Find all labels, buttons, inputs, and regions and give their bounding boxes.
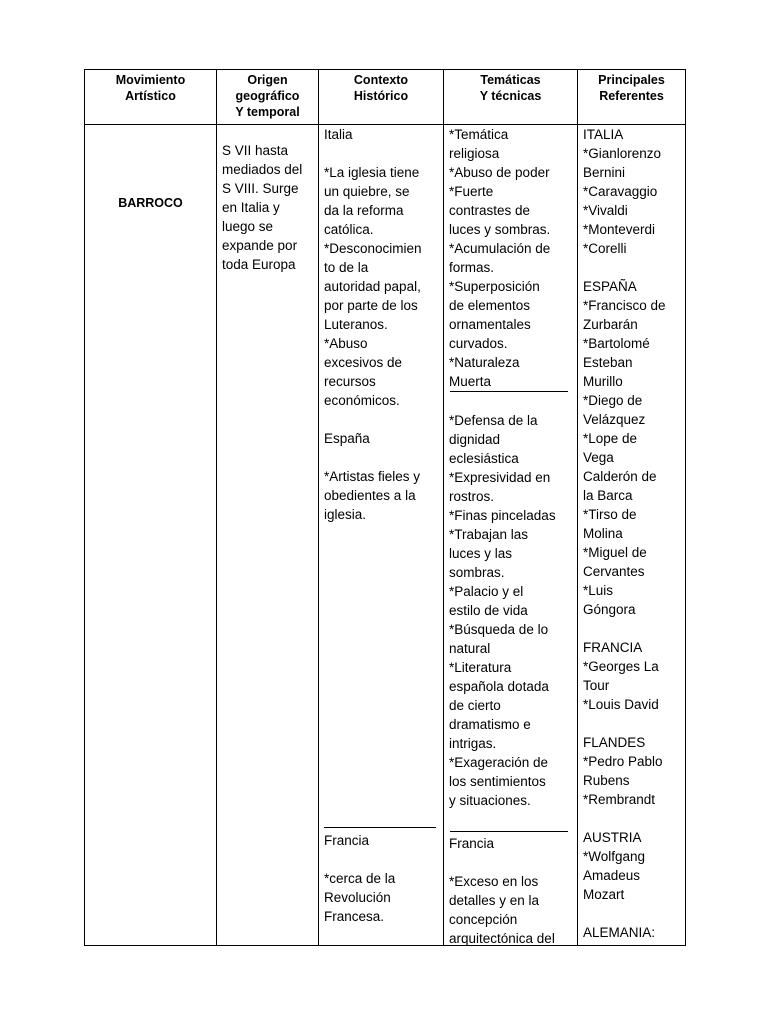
text-line: *Artistas fieles y: [324, 469, 421, 484]
text-line: rostros.: [449, 489, 495, 504]
text-line: *Expresividad en: [449, 470, 551, 485]
text-line: luces y las: [449, 546, 513, 561]
text-line: FLANDES: [583, 735, 646, 750]
text-line: *Louis David: [583, 697, 659, 712]
text-line: Muerta: [449, 374, 492, 389]
text-line: obedientes a la: [324, 488, 416, 503]
text-line: *Monteverdi: [583, 222, 656, 237]
text-line: detalles y en la: [449, 893, 540, 908]
text-line: *Palacio y el: [449, 584, 524, 599]
text-line: luces y sombras.: [449, 222, 551, 237]
text-line: Francia: [449, 836, 495, 851]
text-line: expande por: [222, 238, 298, 253]
text-line: autoridad papal,: [324, 279, 421, 294]
header-line: Y temporal: [235, 105, 300, 119]
text-line: sombras.: [449, 565, 505, 580]
text-line: Góngora: [583, 602, 636, 617]
themes-francia: [449, 834, 575, 948]
header-line: Temáticas: [480, 73, 541, 87]
themes-cell: [444, 125, 578, 946]
text-line: dignidad: [449, 432, 501, 447]
context-divider: [324, 827, 436, 828]
text-line: en Italia y: [222, 200, 280, 215]
text-line: y situaciones.: [449, 793, 531, 808]
text-line: *Pedro Pablo: [583, 754, 663, 769]
text-line: de elementos: [449, 298, 531, 313]
blank-line: [583, 258, 683, 277]
text-line: contrastes de: [449, 203, 531, 218]
blank-line: [324, 410, 441, 429]
text-line: eclesiástica: [449, 451, 519, 466]
themes-italia: [449, 125, 575, 391]
blank-line: [449, 853, 575, 872]
text-line: española dotada: [449, 679, 549, 694]
text-line: Calderón de: [583, 469, 657, 484]
text-line: AUSTRIA: [583, 830, 642, 845]
text-line: *Rembrandt: [583, 792, 656, 807]
origin-text: [222, 141, 316, 274]
text-line: dramatismo e: [449, 717, 531, 732]
text-line: toda Europa: [222, 257, 296, 272]
text-line: de cierto: [449, 698, 501, 713]
text-line: S VII hasta: [222, 143, 289, 158]
header-line: Movimiento: [115, 73, 186, 87]
text-line: ornamentales: [449, 317, 531, 332]
header-origin: [217, 70, 319, 125]
text-line: *Caravaggio: [583, 184, 658, 199]
text-line: luego se: [222, 219, 274, 234]
text-line: *Naturaleza: [449, 355, 520, 370]
header-referents: [578, 70, 686, 125]
header-line: Y técnicas: [479, 89, 542, 103]
referents-cell: [578, 125, 686, 946]
text-line: to de la: [324, 260, 369, 275]
themes-divider-1: [450, 391, 568, 392]
text-line: concepción: [449, 912, 518, 927]
art-movement-table: [84, 69, 686, 946]
text-line: Vega: [583, 450, 614, 465]
context-francia: [324, 831, 441, 926]
text-line: *cerca de la: [324, 871, 396, 886]
text-line: arquitectónica del: [449, 931, 555, 946]
table-row: [85, 125, 686, 946]
text-line: católica.: [324, 222, 374, 237]
blank-line: [583, 619, 683, 638]
text-line: *La iglesia tiene: [324, 165, 420, 180]
text-line: los sentimientos: [449, 774, 546, 789]
blank-line: [324, 448, 441, 467]
text-line: *Luis: [583, 583, 614, 598]
text-line: *Gianlorenzo: [583, 146, 662, 161]
blank-line: [583, 714, 683, 733]
header-line: Artístico: [125, 89, 176, 103]
text-line: recursos: [324, 374, 376, 389]
context-cell: [319, 125, 444, 946]
text-line: Bernini: [583, 165, 626, 180]
text-line: mediados del: [222, 162, 303, 177]
text-line: excesivos de: [324, 355, 403, 370]
text-line: Amadeus: [583, 868, 641, 883]
themes-divider-2: [450, 831, 568, 832]
text-line: *Desconocimien: [324, 241, 422, 256]
text-line: ESPAÑA: [583, 279, 637, 294]
header-line: Histórico: [353, 89, 409, 103]
text-line: Cervantes: [583, 564, 645, 579]
text-line: religiosa: [449, 146, 500, 161]
text-line: *Bartolomé: [583, 336, 650, 351]
text-line: *Superposición: [449, 279, 540, 294]
themes-espana: [449, 411, 575, 810]
text-line: *Acumulación de: [449, 241, 551, 256]
text-line: Molina: [583, 526, 623, 541]
text-line: *Literatura: [449, 660, 512, 675]
text-line: Italia: [324, 127, 353, 142]
text-line: *Exceso en los: [449, 874, 539, 889]
text-line: estilo de vida: [449, 603, 528, 618]
text-line: ITALIA: [583, 127, 624, 142]
text-line: *Miguel de: [583, 545, 647, 560]
text-line: FRANCIA: [583, 640, 643, 655]
header-line: geográfico: [235, 89, 300, 103]
text-line: iglesia.: [324, 507, 367, 522]
header-movement: [85, 70, 217, 125]
header-themes: [444, 70, 578, 125]
text-line: Esteban: [583, 355, 633, 370]
text-line: España: [324, 431, 370, 446]
text-line: *Lope de: [583, 431, 638, 446]
referents-list: [583, 125, 683, 942]
text-line: *Defensa de la: [449, 413, 538, 428]
text-line: *Corelli: [583, 241, 627, 256]
blank-line: [324, 144, 441, 163]
header-context: [319, 70, 444, 125]
text-line: *Wolfgang: [583, 849, 646, 864]
text-line: Francia: [324, 833, 370, 848]
text-line: intrigas.: [449, 736, 497, 751]
text-line: da la reforma: [324, 203, 404, 218]
text-line: S VIII. Surge: [222, 181, 299, 196]
header-row: [85, 70, 686, 125]
movement-cell: [85, 125, 217, 946]
text-line: formas.: [449, 260, 495, 275]
text-line: Luteranos.: [324, 317, 388, 332]
text-line: Mozart: [583, 887, 625, 902]
text-line: *Trabajan las: [449, 527, 529, 542]
text-line: Murillo: [583, 374, 623, 389]
text-line: Rubens: [583, 773, 630, 788]
text-line: Velázquez: [583, 412, 646, 427]
header-line: Principales: [598, 73, 665, 87]
text-line: *Georges La: [583, 659, 659, 674]
text-line: Francesa.: [324, 909, 385, 924]
text-line: *Finas pinceladas: [449, 508, 556, 523]
text-line: *Exageración de: [449, 755, 549, 770]
text-line: *Búsqueda de lo: [449, 622, 549, 637]
text-line: *Diego de: [583, 393, 643, 408]
text-line: natural: [449, 641, 491, 656]
origin-cell: [217, 125, 319, 946]
text-line: *Abuso: [324, 336, 368, 351]
header-line: Contexto: [353, 73, 409, 87]
text-line: Revolución: [324, 890, 391, 905]
blank-line: [583, 809, 683, 828]
blank-line: [324, 850, 441, 869]
text-line: ALEMANIA:: [583, 925, 656, 940]
text-line: *Fuerte: [449, 184, 494, 199]
movement-name: BARROCO: [118, 196, 183, 210]
text-line: económicos.: [324, 393, 400, 408]
text-line: la Barca: [583, 488, 633, 503]
text-line: Zurbarán: [583, 317, 638, 332]
blank-line: [583, 904, 683, 923]
text-line: *Tirso de: [583, 507, 637, 522]
text-line: Tour: [583, 678, 610, 693]
text-line: *Vivaldi: [583, 203, 628, 218]
text-line: *Abuso de poder: [449, 165, 550, 180]
text-line: un quiebre, se: [324, 184, 410, 199]
header-line: Referentes: [599, 89, 664, 103]
text-line: *Francisco de: [583, 298, 666, 313]
header-line: Origen: [247, 73, 288, 87]
context-italia-espana: [324, 125, 441, 524]
text-line: *Temática: [449, 127, 509, 142]
text-line: por parte de los: [324, 298, 418, 313]
text-line: curvados.: [449, 336, 508, 351]
